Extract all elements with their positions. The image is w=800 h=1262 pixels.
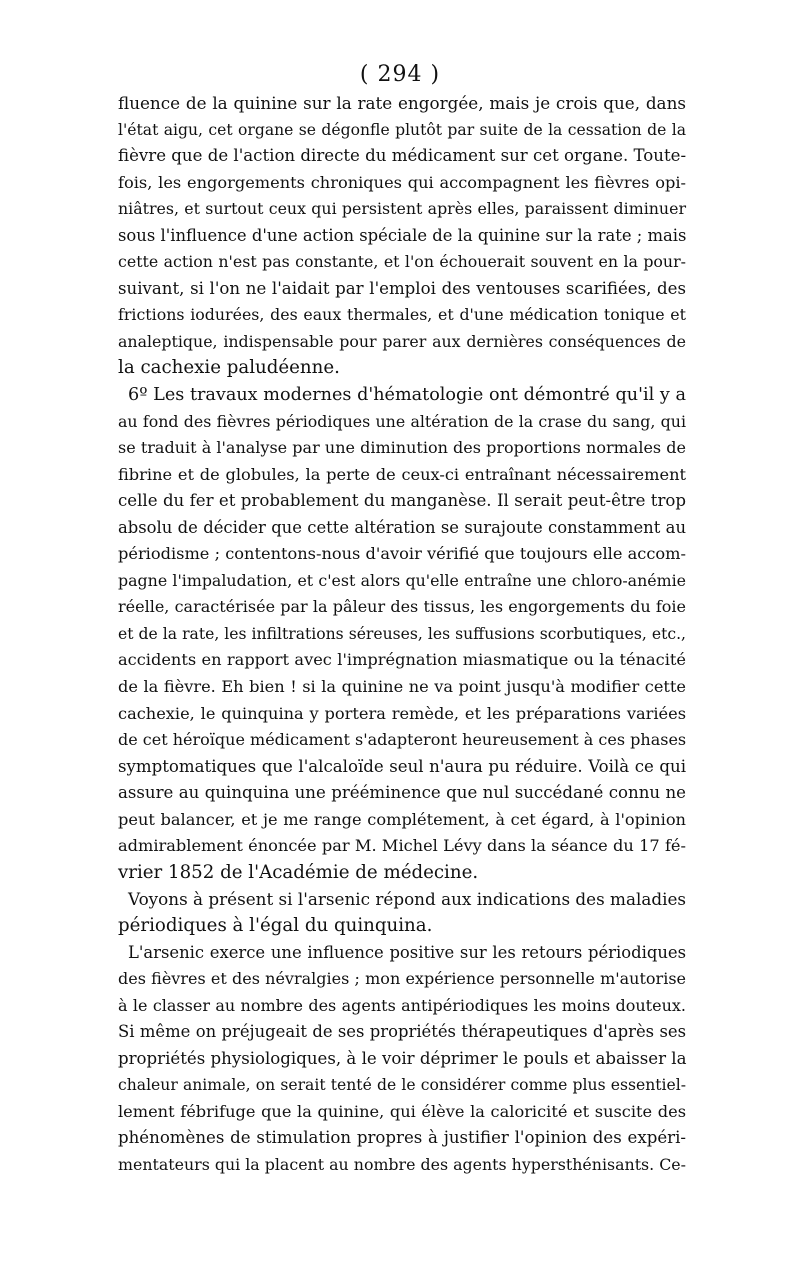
text-line: cette action n'est pas constante, et l'on échouerait souvent en la pour- xyxy=(118,252,686,272)
text-line: assure au quinquina une prééminence que nul succédané connu ne xyxy=(118,783,686,803)
text-line: des fièvres et des névralgies ; mon expérience personnelle m'autorise xyxy=(118,969,686,989)
text-line: se traduit à l'analyse par une diminution des proportions normales de xyxy=(118,438,686,458)
paragraph-start-line: 6º Les travaux modernes d'hématologie ont démontré qu'il y a xyxy=(128,385,686,406)
text-line: phénomènes de stimulation propres à justifier l'opinion des expéri- xyxy=(118,1128,686,1148)
text-line: Si même on préjugeait de ses propriétés thérapeutiques d'après ses xyxy=(118,1022,686,1042)
text-line: propriétés physiologiques, à le voir déprimer le pouls et abaisser la xyxy=(118,1048,687,1068)
text-line: accidents en rapport avec l'imprégnation miasmatique ou la ténacité xyxy=(118,650,686,670)
text-line: niâtres, et surtout ceux qui persistent après elles, paraissent diminuer xyxy=(118,199,686,219)
text-line: symptomatiques que l'alcaloïde seul n'aura pu réduire. Voilà ce qui xyxy=(118,756,686,776)
text-line: l'état aigu, cet organe se dégonfle plutôt par suite de la cessation de la xyxy=(118,120,686,139)
text-line: et de la rate, les infiltrations séreuses, les suffusions scorbutiques, etc., xyxy=(118,624,686,643)
text-line: périodisme ; contentons-nous d'avoir vérifié que toujours elle accom- xyxy=(118,544,686,564)
page-number: ( 294 ) xyxy=(359,62,441,87)
paragraph-end-line: périodiques à l'égal du quinquina. xyxy=(118,914,433,936)
text-line: peut balancer, et je me range complétement, à cet égard, à l'opinion xyxy=(118,809,686,829)
text-line: réelle, caractérisée par la pâleur des tissus, les engorgements du foie xyxy=(118,597,686,617)
paragraph-start-line: Voyons à présent si l'arsenic répond aux indications des maladies xyxy=(128,889,686,910)
text-line: mentateurs qui la placent au nombre des agents hypersthénisants. Ce- xyxy=(118,1154,686,1174)
text-line: celle du fer et probablement du manganèse. Il serait peut-être trop xyxy=(118,491,686,511)
text-line: suivant, si l'on ne l'aidait par l'emploi des ventouses scarifiées, des xyxy=(118,278,686,298)
paragraph-start-line: L'arsenic exerce une influence positive sur les retours périodiques xyxy=(128,942,686,962)
text-line: de la fièvre. Eh bien ! si la quinine ne va point jusqu'à modifier cette xyxy=(118,677,686,697)
text-line: frictions iodurées, des eaux thermales, et d'une médication tonique et xyxy=(118,305,686,325)
paragraph-end-line: la cachexie paludéenne. xyxy=(118,357,340,379)
text-line: lement fébrifuge que la quinine, qui élève la caloricité et suscite des xyxy=(118,1101,686,1121)
text-line: admirablement énoncée par M. Michel Lévy dans la séance du 17 fé- xyxy=(118,836,686,856)
text-line: fibrine et de globules, la perte de ceux-ci entraînant nécessairement xyxy=(118,464,686,484)
text-line: cachexie, le quinquina y portera remède, et les préparations variées xyxy=(118,703,686,723)
text-line: de cet héroïque médicament s'adapteront heureusement à ces phases xyxy=(118,730,687,750)
text-line: fluence de la quinine sur la rate engorgée, mais je crois que, dans xyxy=(118,93,686,113)
text-line: au fond des fièvres périodiques une altération de la crase du sang, qui xyxy=(118,411,686,431)
text-line: fois, les engorgements chroniques qui accompagnent les fièvres opi- xyxy=(118,172,686,192)
text-line: sous l'influence d'une action spéciale de la quinine sur la rate ; mais xyxy=(118,225,687,245)
body-text xyxy=(118,90,686,1178)
text-line: pagne l'impaludation, et c'est alors qu'elle entraîne une chloro-anémie xyxy=(118,570,686,590)
text-line: analeptique, indispensable pour parer aux dernières conséquences de xyxy=(118,331,686,351)
text-line: fièvre que de l'action directe du médicament sur cet organe. Toute- xyxy=(118,146,687,166)
text-line: à le classer au nombre des agents antipériodiques les moins douteux. xyxy=(118,995,686,1015)
paragraph-end-line: vrier 1852 de l'Académie de médecine. xyxy=(118,861,479,883)
text-line: chaleur animale, on serait tenté de le considérer comme plus essentiel- xyxy=(118,1076,686,1095)
text-line: absolu de décider que cette altération se surajoute constamment au xyxy=(118,517,686,537)
